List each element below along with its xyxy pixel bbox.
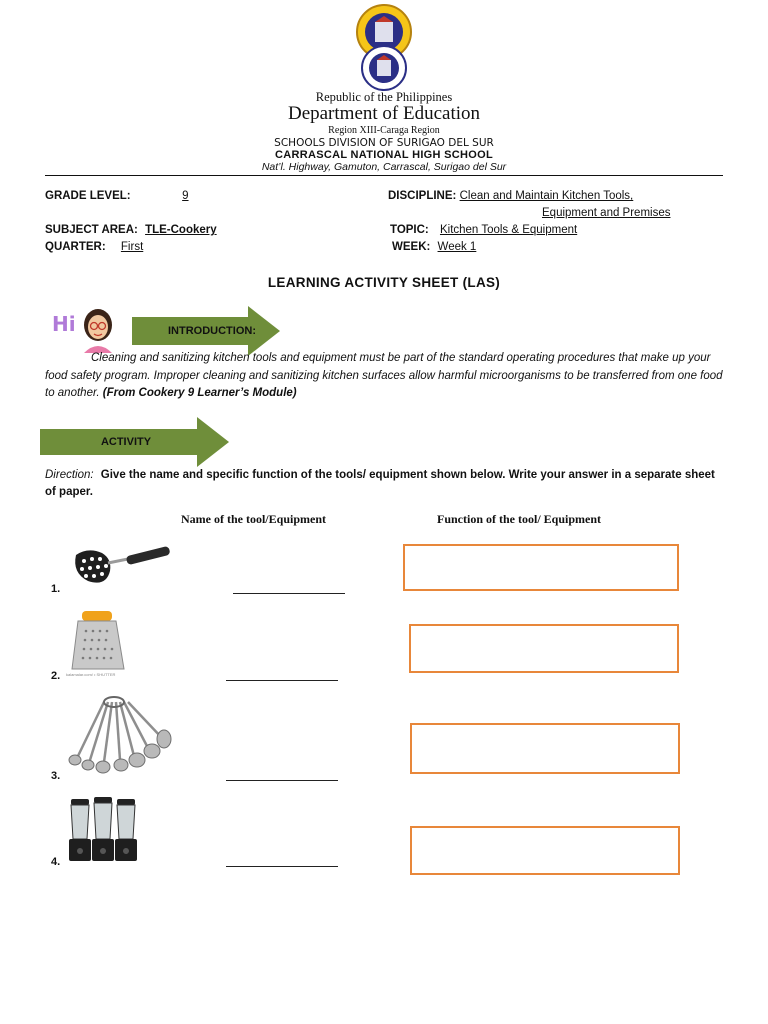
week-value: Week 1 (437, 241, 477, 253)
answer-function-box[interactable] (410, 826, 680, 875)
header-divider (45, 175, 723, 176)
subject-area-label: SUBJECT AREA: (45, 224, 138, 236)
discipline-label: DISCIPLINE: (388, 190, 457, 202)
item-number: 2. (51, 670, 61, 682)
answer-name-line[interactable] (233, 593, 345, 594)
answer-function-box[interactable] (410, 723, 680, 774)
topic-value: Kitchen Tools & Equipment (439, 224, 578, 236)
answer-name-line[interactable] (226, 866, 338, 867)
answer-function-box[interactable] (409, 624, 679, 673)
quarter-value: First (120, 241, 144, 253)
grade-level-field (45, 190, 237, 202)
department-title: Department of Education (287, 103, 481, 124)
school-name: CARRASCAL NATIONAL HIGH SCHOOL (275, 149, 493, 161)
answer-name-line[interactable] (226, 680, 338, 681)
republic-text: Republic of the Philippines (315, 90, 453, 104)
box-grater-icon (66, 607, 132, 681)
quarter-label: QUARTER: (45, 241, 106, 253)
discipline-line1: Clean and Maintain Kitchen Tools, (459, 190, 634, 202)
svg-text:Hi: Hi (52, 312, 76, 336)
subject-area-value: TLE-Cookery (145, 224, 217, 236)
bitmoji-avatar-icon (50, 305, 116, 353)
potato-masher-icon (66, 537, 174, 593)
answer-function-box[interactable] (403, 544, 679, 591)
discipline-field (388, 190, 633, 202)
introduction-label: INTRODUCTION: (168, 325, 256, 337)
direction-label: Direction: (45, 469, 94, 481)
item-number: 3. (51, 770, 61, 782)
activity-arrow (40, 417, 230, 467)
introduction-text: Cleaning and sanitizing kitchen tools and equipment must be part of the standard operating procedures that make up your food safety program. Improper cleaning and sanitizing kitchen surfaces allow harmful microorganisms to be transferred from one food to another. (45, 352, 723, 399)
las-title: LEARNING ACTIVITY SHEET (LAS) (267, 275, 501, 290)
discipline-line2: Equipment and Premises (542, 207, 671, 219)
grade-level-label: GRADE LEVEL: (45, 190, 131, 202)
introduction-paragraph (45, 350, 725, 403)
item-number: 1. (51, 583, 61, 595)
quarter-field (45, 241, 143, 253)
subject-area-field (45, 224, 253, 236)
measuring-spoons-icon (64, 694, 172, 780)
week-field (392, 241, 476, 253)
topic-field (390, 224, 577, 236)
blenders-icon (68, 795, 138, 865)
grade-level-value: 9 (182, 190, 189, 202)
answer-name-line[interactable] (226, 780, 338, 781)
division-text: SCHOOLS DIVISION OF SURIGAO DEL SUR (274, 137, 494, 149)
direction-text: Give the name and specific function of the tools/ equipment shown below. Write your answer in a separate sheet of paper. (45, 469, 715, 498)
column-header-function: Function of the tool/ Equipment (437, 512, 602, 526)
item-number: 4. (51, 856, 61, 868)
deped-seal (346, 2, 422, 92)
topic-label: TOPIC: (390, 224, 429, 236)
column-header-name: Name of the tool/Equipment (181, 512, 326, 526)
introduction-source: (From Cookery 9 Learner’s Module) (102, 387, 297, 399)
region-text: Region XIII-Caraga Region (328, 125, 440, 136)
school-address: Nat’l. Highway, Gamuton, Carrascal, Surigao del Sur (261, 161, 507, 173)
introduction-arrow (132, 306, 280, 356)
image-caption: kalamalar.com/ • SHUTTER (66, 672, 116, 677)
week-label: WEEK: (392, 241, 431, 253)
activity-label: ACTIVITY (100, 436, 152, 448)
direction-paragraph (45, 467, 725, 501)
